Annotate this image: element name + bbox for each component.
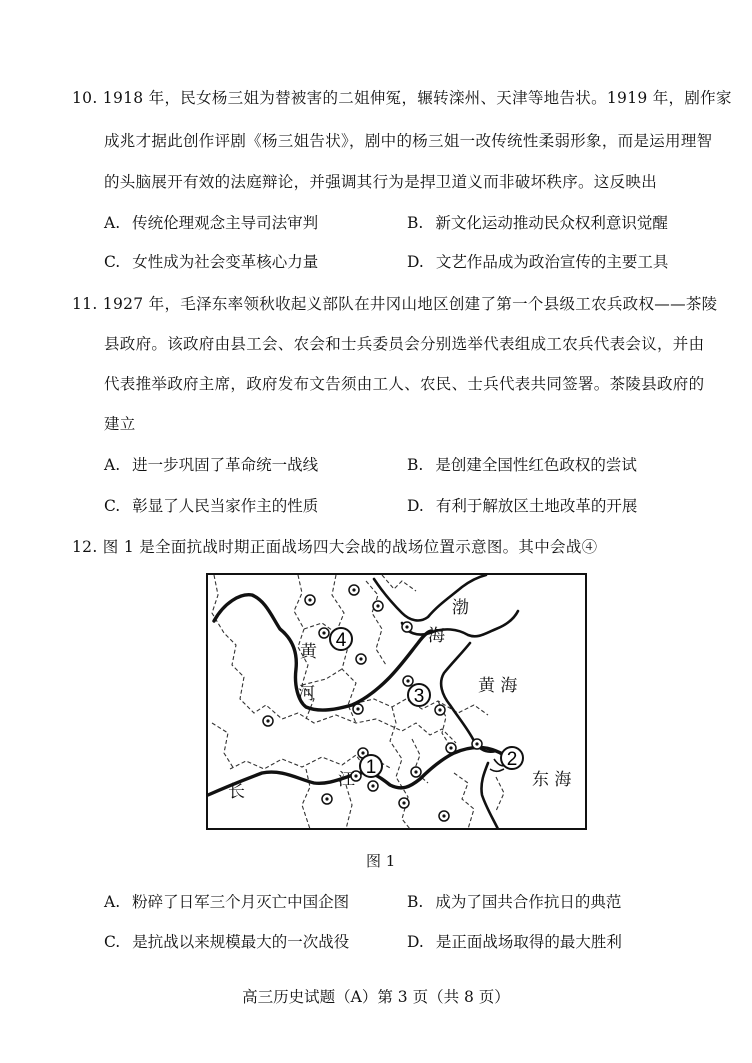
city-marker-icon xyxy=(472,739,482,749)
option-letter: A. xyxy=(104,893,121,911)
battle-map xyxy=(206,573,587,830)
q12-option-a[interactable] xyxy=(104,892,349,912)
battle-marker-1-label: 1 xyxy=(365,757,377,778)
city-marker-icon xyxy=(349,585,359,595)
option-letter: D. xyxy=(407,497,424,515)
label-donghai: 东 海 xyxy=(532,770,572,790)
battle-marker-3-label: 3 xyxy=(413,686,425,707)
city-marker-icon xyxy=(322,794,332,804)
option-letter: C. xyxy=(104,497,121,515)
q10-option-d[interactable] xyxy=(407,252,668,272)
city-marker-icon xyxy=(411,767,421,777)
q10-line-1 xyxy=(72,88,732,108)
label-jiang: 江 xyxy=(338,770,355,790)
option-text: 粉碎了日军三个月灭亡中国企图 xyxy=(132,893,350,911)
option-letter: D. xyxy=(407,253,424,271)
label-huanghai: 黄 海 xyxy=(478,676,518,696)
q11-text-1: 1927 年，毛泽东率领秋收起义部队在井冈山地区创建了第一个县级工农兵政权——茶陵 xyxy=(102,295,718,313)
q10-text-3: 的头脑展开有效的法庭辩论，并强调其行为是捍卫道义而非破坏秩序。这反映出 xyxy=(104,173,658,191)
city-marker-icon xyxy=(435,705,445,715)
q10-text-2: 成兆才据此创作评剧《杨三姐告状》，剧中的杨三姐一改传统性柔弱形象，而是运用理智 xyxy=(104,132,713,150)
q12-option-c[interactable] xyxy=(104,932,349,952)
q11-option-a[interactable] xyxy=(104,455,318,475)
option-letter: A. xyxy=(104,214,121,232)
q10-text-1: 1918 年，民女杨三姐为替被害的二姐伸冤，辗转滦州、天津等地告状。1919 年，剧作家 xyxy=(102,89,732,107)
option-text: 是抗战以来规模最大的一次战役 xyxy=(132,933,350,951)
q11-text-4: 建立 xyxy=(104,415,136,433)
battle-marker-3 xyxy=(408,684,430,707)
q12-number: 12. xyxy=(72,538,98,556)
label-he: 河 xyxy=(298,684,315,704)
label-bo: 渤 xyxy=(452,598,469,618)
q11-text-2: 县政府。该政府由县工会、农会和士兵委员会分别选举代表组成工农兵代表会议，并由 xyxy=(104,335,705,353)
option-text: 新文化运动推动民众权利意识觉醒 xyxy=(435,214,668,232)
city-marker-icon xyxy=(446,743,456,753)
q12-line-1 xyxy=(72,537,597,557)
map-frame xyxy=(207,574,586,829)
city-marker-icon xyxy=(402,622,412,632)
option-letter: A. xyxy=(104,456,121,474)
city-marker-icon xyxy=(319,628,329,638)
battle-marker-4 xyxy=(330,628,352,651)
city-marker-icon xyxy=(368,781,378,791)
option-text: 女性成为社会变革核心力量 xyxy=(132,253,319,271)
q12-option-d[interactable] xyxy=(407,932,622,952)
option-text: 成为了国共合作抗日的典范 xyxy=(435,893,622,911)
city-marker-icon xyxy=(305,595,315,605)
q11-text-3: 代表推举政府主席，政府发布文告须由工人、农民、士兵代表共同签署。茶陵县政府的 xyxy=(104,375,705,393)
option-text: 进一步巩固了革命统一战线 xyxy=(132,456,319,474)
battle-marker-4-label: 4 xyxy=(335,630,347,651)
q10-number: 10. xyxy=(72,89,98,107)
option-letter: B. xyxy=(407,456,424,474)
option-text: 是正面战场取得的最大胜利 xyxy=(435,933,622,951)
city-marker-icon xyxy=(263,716,273,726)
option-text: 传统伦理观念主导司法审判 xyxy=(132,214,319,232)
figure-caption: 图 1 xyxy=(366,852,396,870)
q12-text-1: 图 1 是全面抗战时期正面战场四大会战的战场位置示意图。其中会战④ xyxy=(102,538,598,556)
q12-option-b[interactable] xyxy=(407,892,621,912)
option-letter: B. xyxy=(407,893,424,911)
option-text: 文艺作品成为政治宣传的主要工具 xyxy=(435,253,669,271)
battle-marker-2 xyxy=(501,747,523,770)
option-letter: B. xyxy=(407,214,424,232)
option-letter: C. xyxy=(104,933,121,951)
q10-option-c[interactable] xyxy=(104,252,318,272)
city-marker-icon xyxy=(353,704,363,714)
option-letter: C. xyxy=(104,253,121,271)
city-marker-icon xyxy=(356,654,366,664)
q10-option-a[interactable] xyxy=(104,213,318,233)
page-footer: 高三历史试题（A）第 3 页（共 8 页） xyxy=(242,988,510,1006)
q11-line-1 xyxy=(72,294,717,314)
option-text: 彰显了人民当家作主的性质 xyxy=(132,497,319,515)
option-text: 是创建全国性红色政权的尝试 xyxy=(435,456,637,474)
battle-marker-1 xyxy=(360,755,382,778)
q11-number: 11. xyxy=(72,295,98,313)
city-marker-icon xyxy=(439,811,449,821)
q10-option-b[interactable] xyxy=(407,213,668,233)
label-hai: 海 xyxy=(428,626,445,646)
battle-marker-2-label: 2 xyxy=(506,749,518,770)
option-letter: D. xyxy=(407,933,424,951)
city-marker-icon xyxy=(403,676,413,686)
city-marker-icon xyxy=(399,798,409,808)
city-marker-icon xyxy=(373,601,383,611)
label-chang: 长 xyxy=(228,782,245,802)
q11-option-d[interactable] xyxy=(407,496,637,516)
q11-option-b[interactable] xyxy=(407,455,637,475)
option-text: 有利于解放区土地改革的开展 xyxy=(435,497,638,515)
label-huang: 黄 xyxy=(300,642,317,662)
q11-option-c[interactable] xyxy=(104,496,318,516)
